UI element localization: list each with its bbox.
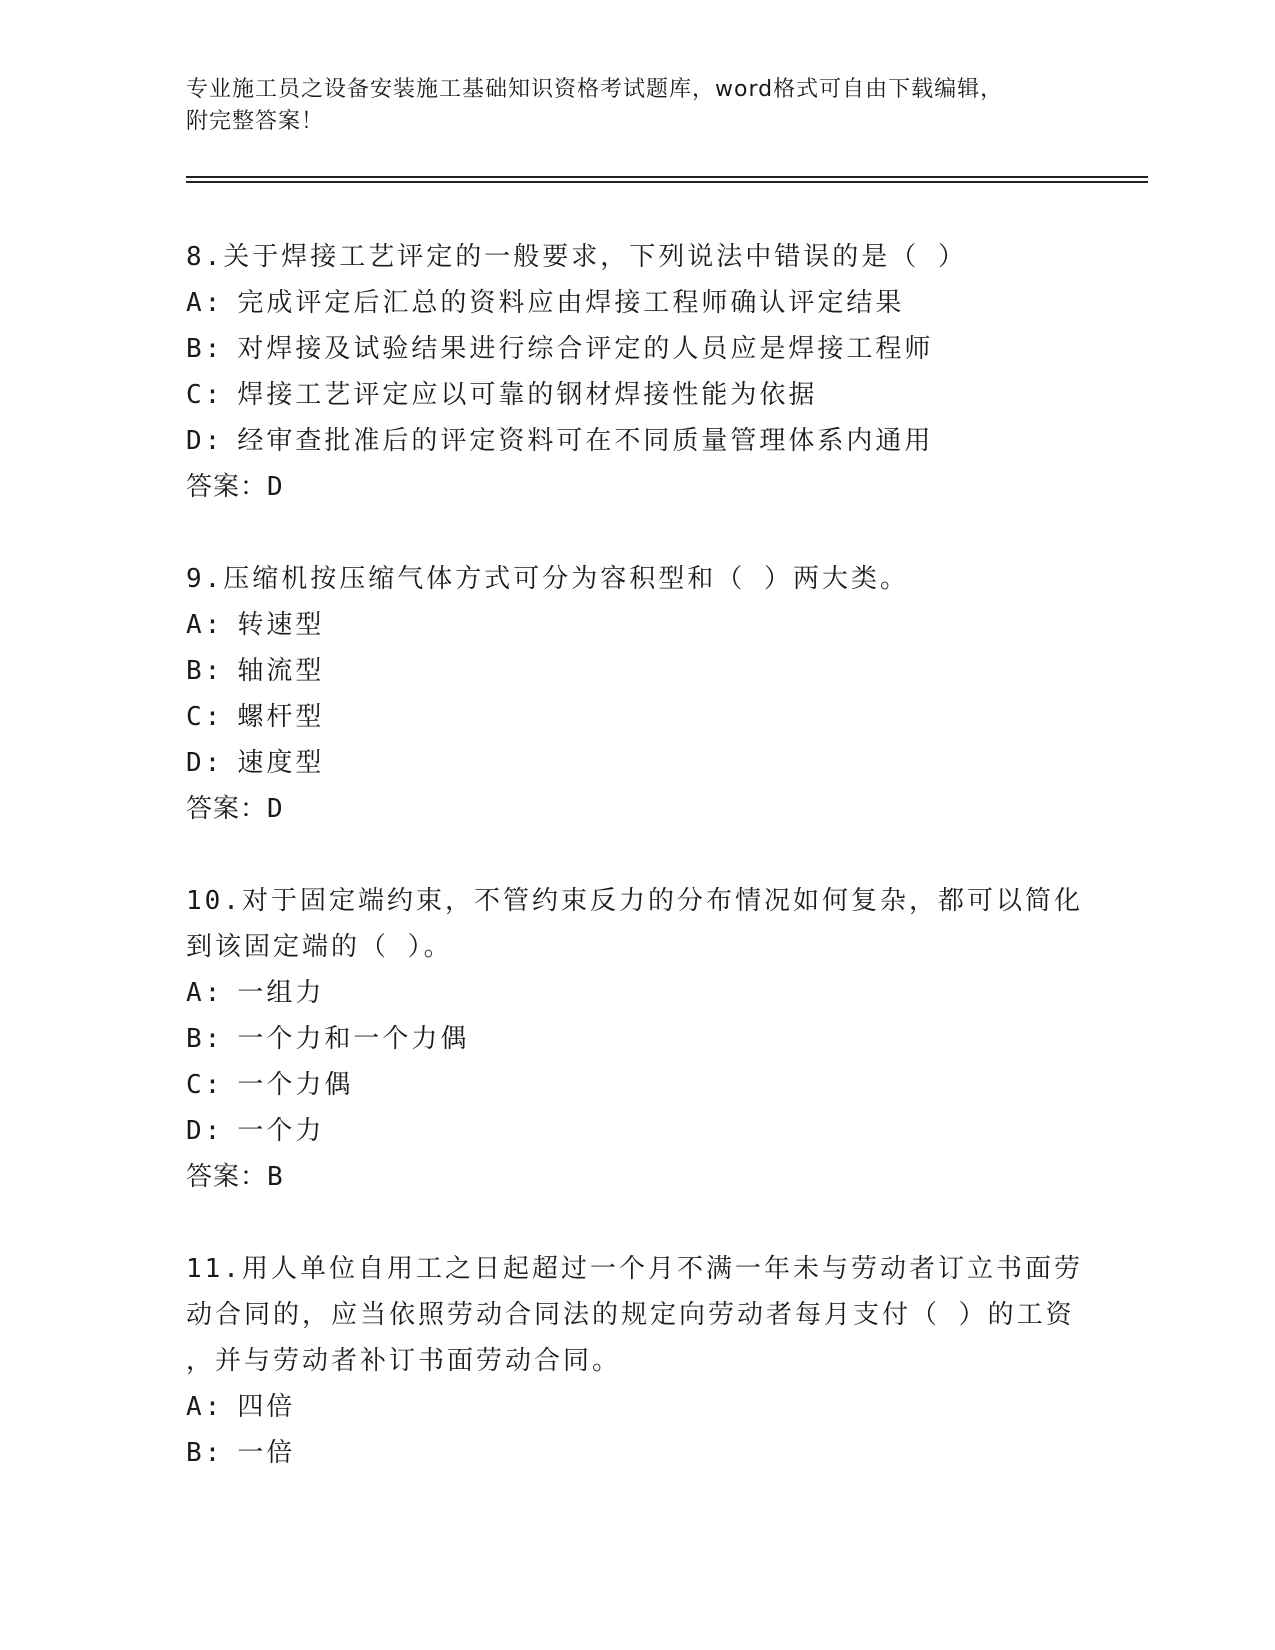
option-text: 完成评定后汇总的资料应由焊接工程师确认评定结果: [237, 288, 905, 318]
option-text: 一个力和一个力偶: [237, 1024, 470, 1054]
header-divider-top: [186, 176, 1148, 178]
question-stem-line-1: 11.用人单位自用工之日起超过一个月不满一年未与劳动者订立书面劳: [186, 1254, 1083, 1284]
option-text: 焊接工艺评定应以可靠的钢材焊接性能为依据: [237, 380, 818, 410]
question-list: [186, 234, 1086, 1522]
option-b: [186, 1016, 1086, 1062]
answer-label: 答案：: [186, 1162, 268, 1192]
option-key: B:: [186, 1438, 224, 1468]
header-line-2: 附完整答案！: [186, 109, 325, 134]
option-key: A:: [186, 610, 224, 640]
answer-value: D: [267, 794, 284, 824]
option-text: 螺杆型: [237, 702, 325, 732]
option-key: B:: [186, 1024, 224, 1054]
question-stem: 8.关于焊接工艺评定的一般要求，下列说法中错误的是（ ）: [186, 242, 967, 272]
option-key: A:: [186, 1392, 224, 1422]
answer-line: [186, 1154, 1086, 1200]
header-divider-bottom: [186, 181, 1148, 183]
option-a: [186, 602, 1086, 648]
option-d: [186, 418, 1086, 464]
option-a: [186, 970, 1086, 1016]
question-8: [186, 234, 1086, 510]
option-c: [186, 1062, 1086, 1108]
answer-value: B: [267, 1162, 284, 1192]
option-a: [186, 1384, 1086, 1430]
option-text: 经审查批准后的评定资料可在不同质量管理体系内通用: [237, 426, 934, 456]
option-text: 一倍: [237, 1438, 296, 1468]
option-text: 对焊接及试验结果进行综合评定的人员应是焊接工程师: [237, 334, 934, 364]
answer-line: [186, 786, 1086, 832]
option-d: [186, 1108, 1086, 1154]
answer-label: 答案：: [186, 472, 268, 502]
option-text: 一个力: [237, 1116, 325, 1146]
question-11: [186, 1246, 1086, 1476]
option-text: 轴流型: [237, 656, 325, 686]
question-stem-line-2: 到该固定端的（ ）。: [186, 932, 453, 962]
option-text: 四倍: [237, 1392, 296, 1422]
option-d: [186, 740, 1086, 786]
question-10: [186, 878, 1086, 1200]
answer-label: 答案：: [186, 794, 268, 824]
document-header: [186, 74, 1086, 138]
option-text: 一个力偶: [237, 1070, 354, 1100]
option-key: C:: [186, 1070, 224, 1100]
option-text: 速度型: [237, 748, 325, 778]
option-key: D:: [186, 748, 224, 778]
option-key: D:: [186, 1116, 224, 1146]
option-key: C:: [186, 702, 224, 732]
question-stem-line-2: 动合同的，应当依照劳动合同法的规定向劳动者每月支付（ ）的工资: [186, 1300, 1075, 1330]
question-stem-line-1: 10.对于固定端约束，不管约束反力的分布情况如何复杂，都可以简化: [186, 886, 1083, 916]
question-stem: 9.压缩机按压缩气体方式可分为容积型和（ ）两大类。: [186, 564, 909, 594]
question-9: [186, 556, 1086, 832]
option-c: [186, 694, 1086, 740]
answer-line: [186, 464, 1086, 510]
option-key: A:: [186, 288, 224, 318]
option-b: [186, 326, 1086, 372]
option-c: [186, 372, 1086, 418]
option-b: [186, 648, 1086, 694]
option-key: A:: [186, 978, 224, 1008]
answer-value: D: [267, 472, 284, 502]
option-a: [186, 280, 1086, 326]
header-line-1: 专业施工员之设备安装施工基础知识资格考试题库，word格式可自由下载编辑，: [186, 77, 1004, 102]
option-b: [186, 1430, 1086, 1476]
option-key: B:: [186, 656, 224, 686]
question-stem-line-3: ，并与劳动者补订书面劳动合同。: [186, 1346, 622, 1376]
option-key: D:: [186, 426, 224, 456]
option-key: C:: [186, 380, 224, 410]
option-text: 转速型: [237, 610, 325, 640]
option-text: 一组力: [237, 978, 325, 1008]
option-key: B:: [186, 334, 224, 364]
